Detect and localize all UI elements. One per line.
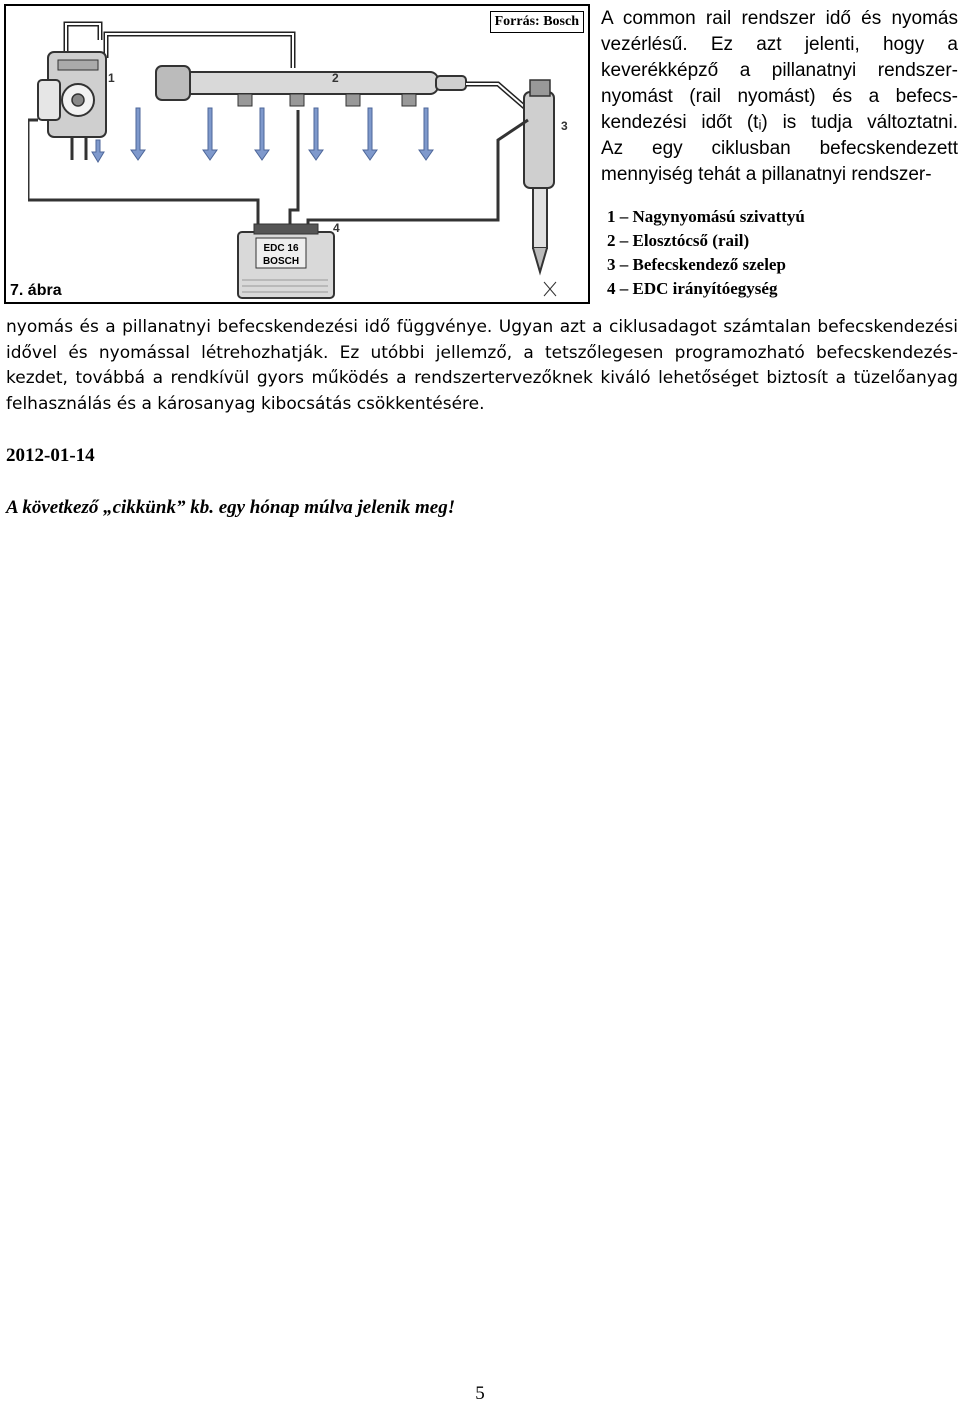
figure-number: 7. ábra <box>10 282 62 299</box>
article-date: 2012-01-14 <box>6 445 95 466</box>
return-arrows <box>92 108 433 162</box>
injector-pipe <box>466 84 528 110</box>
ecu-unit <box>238 224 334 298</box>
ecu-label-1: EDC 16 <box>263 243 299 254</box>
fuel-rail <box>156 66 466 106</box>
common-rail-diagram <box>28 10 568 302</box>
figure-source: Forrás: Bosch <box>490 11 584 33</box>
injector <box>524 80 556 296</box>
next-article-note: A következő „cikkünk” kb. egy hónap múlva jelenik meg! <box>6 497 456 518</box>
callout-1: 1 <box>108 71 115 85</box>
intro-line: Az egy ciklusban befecskendezett <box>601 138 958 159</box>
intro-text <box>601 6 958 188</box>
callout-4: 4 <box>333 221 340 235</box>
legend-item: 4 – EDC irányítóegység <box>607 279 778 298</box>
ecu-label-2: BOSCH <box>262 256 300 267</box>
intro-line: nyomást (rail nyomást) és a befecs- <box>601 86 958 107</box>
body-paragraph: nyomás és a pillanatnyi befecskendezési idő függvénye. Ugyan azt a ciklusadagot számtalan befecskendezési idővel és nyomással létrehozhatják. Ez utóbbi jellemző, a tetszőlegesen programozható befecskendezés-kezdet, továbbá a rendkívül gyors működés a rendszertervezőknek kiváló lehetőséget biztosít a tüzelőanyag felhasználás és a károsanyag kibocsátás csökkentésére. <box>6 317 958 414</box>
intro-line: A common rail rendszer idő és nyomás <box>601 8 958 29</box>
page-number: 5 <box>475 1383 485 1404</box>
callout-2: 2 <box>332 71 339 85</box>
callout-3: 3 <box>561 119 568 133</box>
intro-line: kendezési időt (tᵢ) is tudja változtatni. <box>601 112 958 133</box>
intro-line: mennyiség tehát a pillanatnyi rendszer- <box>601 164 932 185</box>
figure-frame <box>4 4 590 304</box>
legend-item: 3 – Befecskendező szelep <box>607 255 786 274</box>
intro-line: vezérlésű. Ez azt jelenti, hogy a <box>601 34 958 55</box>
figure-legend <box>607 205 952 301</box>
legend-item: 2 – Elosztócső (rail) <box>607 231 750 250</box>
legend-item: 1 – Nagynyomású szivattyú <box>607 207 805 226</box>
intro-line: keverékképző a pillanatnyi rendszer- <box>601 60 958 81</box>
